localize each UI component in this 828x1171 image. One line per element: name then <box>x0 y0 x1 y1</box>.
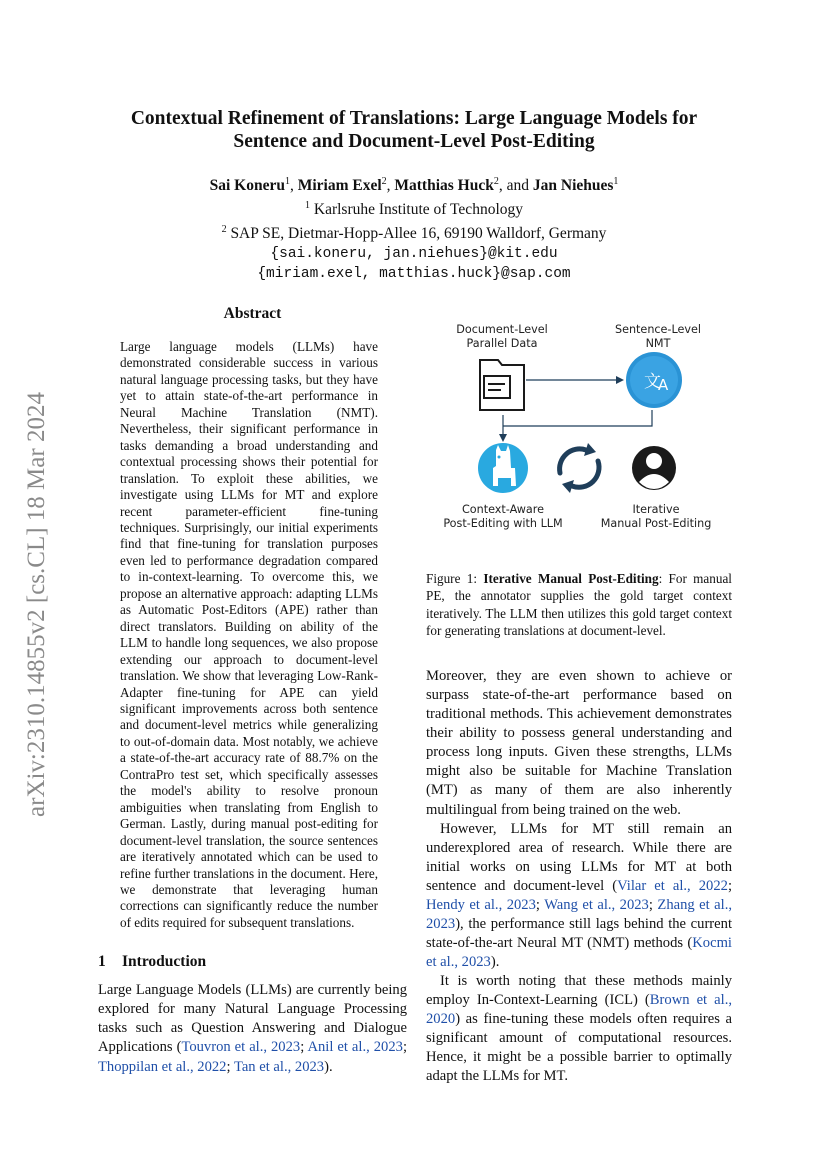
aff-num: 1 <box>305 200 310 212</box>
aff-num: 2 <box>221 224 227 236</box>
para-text: ). <box>490 953 500 970</box>
figure-caption <box>426 570 732 639</box>
arxiv-side-stamp: arXiv:2310.14855v2 [cs.CL] 18 Mar 2024 <box>23 392 50 818</box>
citation-link[interactable]: Kocmi et al., 2023 <box>426 934 732 970</box>
citation-link[interactable]: Vilar et al., 2022 <box>617 877 728 894</box>
email-line-1: {sai.koneru, jan.niehues}@kit.edu <box>270 246 558 263</box>
para-text: ), the performance still lags behind the current state-of-the-art Neural MT (NMT) methods ( <box>426 915 732 951</box>
abstract-heading: Abstract <box>223 305 282 322</box>
author-separator: , <box>289 177 298 195</box>
label-document-level: Document-Level Parallel Data <box>456 323 548 350</box>
caption-text: : For manual PE, the annotator supplies the gold target context iteratively. The LLM then utilizes this gold target context for generating translations at document-level. <box>426 571 732 638</box>
label-context-aware: Context-Aware Post-Editing with LLM <box>443 503 563 530</box>
author-name: Sai Koneru <box>209 177 285 195</box>
right-column <box>426 318 732 1086</box>
aff-text: SAP SE, Dietmar-Hopp-Allee 16, 69190 Walldorf, Germany <box>230 225 607 243</box>
right-paragraph-1: Moreover, they are even shown to achieve or surpass state-of-the-art performance based on traditional methods. This achievement demonstrates their ability to possess general understanding and process long inputs. Given these strengths, LLMs might also be suitable for Machine Translation (MT) as many of them are also inherently multilingual from being trained on the web. <box>426 668 732 818</box>
translate-icon <box>626 352 682 408</box>
arrow-head-nmt <box>616 376 624 384</box>
citation-link[interactable]: Brown et al., 2020 <box>426 991 732 1028</box>
affiliation-1 <box>100 196 728 220</box>
author-separator: , <box>386 177 395 195</box>
abstract-text: Large language models (LLMs) have demonstrated considerable success in various natural language processing tasks, but they have yet to attain state-of-the-art performance in Neural Machine Translation (NMT). Nevertheless, their significant performance in tasks demanding a broad understanding and contextual processing shows their potential for translation. To exploit these abilities, we investigate using LLMs for MT and explore recent parameter-efficient fine-tuning techniques. Surprisingly, our initial experiments find that fine-tuning for translation purposes even led to performance degradation compared to in-context-learning. To overcome this, we propose an alternative approach: adapting LLMs as Automatic Post-Editors (APE) rather than direct translators. Building on ability of the LLM to handle long sequences, we also propose extending our approach to document-level translation. We show that leveraging Low-Rank-Adapter fine-tuning for APE can yield significant improvements across both sentence and document-level metrics while generalizing to out-of-domain data. Most notably, we achieve a state-of-the-art accuracy rate of 88.7% on the ContraPro test set, which specifically assesses the model's ability to resolve pronoun ambiguities when translating from English to German. Lastly, during manual post-editing for document-level translation, the source sentences are iteratively annotated which can be used to refine further translations in the document. Here, we demonstrate that leveraging human corrections can significantly reduce the number of edits required for subsequent translations. <box>120 339 378 930</box>
citation-link[interactable]: Tan et al., 2023 <box>233 1058 325 1075</box>
right-paragraph-2: However, LLMs for MT still remain an underexplored area of research. While there are initial works on using LLMs for MT at both sentence and document-level (Vilar et al., 2022; Hendy et al., 2023; Wang et al., 2023; Zhang et al., 2023), the performance still lags behind the current state-of-the-art Neural MT (NMT) methods (Kocmi et al., 2023). <box>426 820 733 970</box>
right-body <box>426 667 732 1086</box>
author-name: Matthias Huck <box>394 177 494 195</box>
para-text: ) as fine-tuning these models often requires a significant amount of computational resources. Hence, it might be a possible barrier to optimally adapt the LLMs for MT. <box>426 1011 732 1085</box>
figure-1 <box>426 318 732 548</box>
para-text: It is worth noting that these methods mainly employ In-Context-Learning (ICL) ( <box>426 972 732 1008</box>
author-aff: 1 <box>284 176 290 187</box>
folder-document-icon <box>480 360 524 410</box>
svg-text:A: A <box>658 376 669 394</box>
user-icon <box>632 446 676 490</box>
title-line-2: Sentence and Document-Level Post-Editing <box>233 131 595 152</box>
citation-link[interactable]: Hendy et al., 2023 <box>426 896 536 913</box>
author-name: Miriam Exel <box>297 177 382 195</box>
citation-link[interactable]: Anil et al., 2023 <box>307 1039 403 1056</box>
label-iterative-manual: Iterative Manual Post-Editing <box>600 503 712 530</box>
svg-text:文: 文 <box>644 372 661 392</box>
author-block <box>100 172 728 284</box>
citation-link[interactable]: Thoppilan et al., 2022 <box>98 1058 227 1075</box>
citation-link[interactable]: Touvron et al., 2023 <box>181 1039 301 1056</box>
refresh-cycle-icon <box>560 443 599 493</box>
author-name: Jan Niehues <box>532 177 614 195</box>
section-number: 1 <box>98 953 106 971</box>
author-list <box>100 172 728 196</box>
caption-prefix: Figure 1: <box>426 571 484 586</box>
title-line-1: Contextual Refinement of Translations: Large Language Models for <box>130 108 698 129</box>
connector-nmt-to-llm <box>503 418 652 426</box>
author-aff: 2 <box>381 176 387 187</box>
intro-text: Large Language Models (LLMs) are currently being explored for many Natural Language Processing tasks such as Question Answering and Dialogue Applications ( <box>98 982 407 1056</box>
left-column <box>98 305 407 1077</box>
author-aff: 2 <box>493 176 499 187</box>
aff-text: Karlsruhe Institute of Technology <box>313 201 523 219</box>
section-title: Introduction <box>122 953 207 971</box>
label-sentence-level-nmt: Sentence-Level NMT <box>614 323 702 350</box>
citation-link[interactable]: Wang et al., 2023 <box>544 896 649 913</box>
llama-icon <box>478 443 528 493</box>
arrow-head-down <box>499 434 507 442</box>
paper-title <box>100 107 728 153</box>
author-aff: 1 <box>613 176 619 187</box>
caption-bold: Iterative Manual Post-Editing <box>483 571 659 586</box>
email-line-2: {miriam.exel, matthias.huck}@sap.com <box>257 266 571 283</box>
citation-link[interactable]: Zhang et al., 2023 <box>426 896 733 932</box>
right-paragraph-3 <box>426 972 732 1086</box>
intro-paragraph-1: Large Language Models (LLMs) are currently being explored for many Natural Language Processing tasks such as Question Answering and Dialogue Applications (Touvron et al., 2023; Anil et al., 2023; Thoppilan et al., 2022; Tan et al., 2023). <box>98 982 407 1075</box>
section-heading-introduction <box>98 953 407 971</box>
author-separator-and: , and <box>498 177 533 195</box>
intro-text-end: ). <box>324 1058 333 1075</box>
para-text: However, LLMs for MT still remain an underexplored area of research. While there are initial works on using LLMs for MT at both sentence and document-level ( <box>426 820 732 894</box>
affiliation-2 <box>100 220 728 244</box>
